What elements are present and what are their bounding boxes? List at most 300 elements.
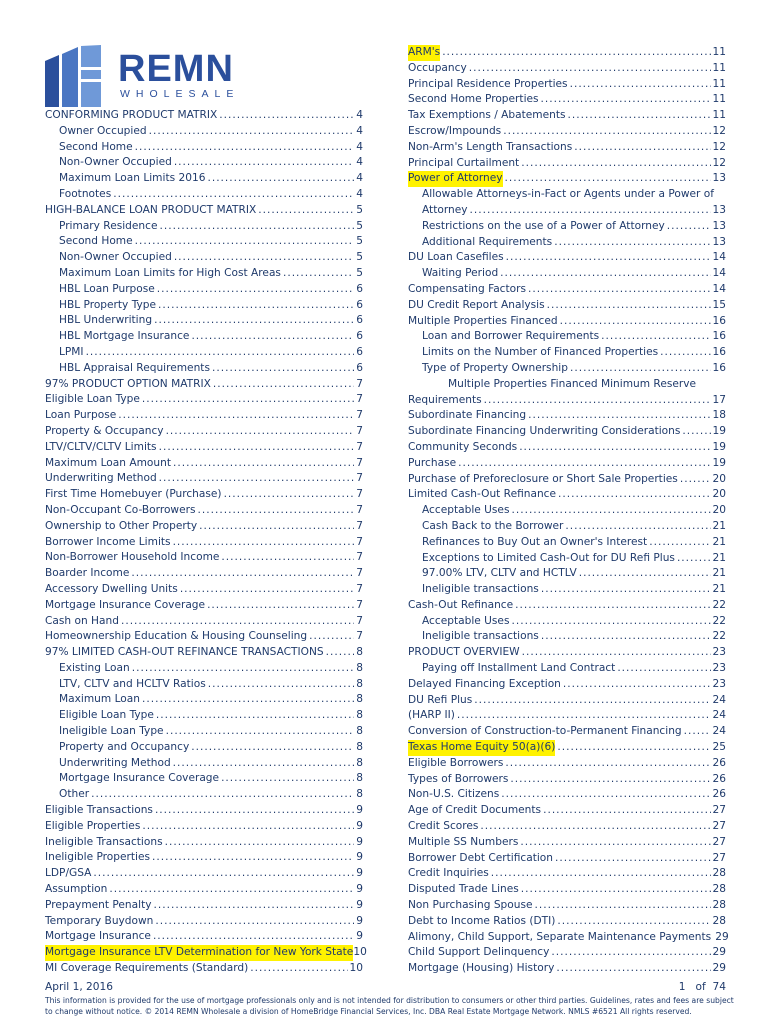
toc-entry-page: 13 xyxy=(712,203,726,216)
toc-entry-title: Ownership to Other Property xyxy=(45,519,198,532)
toc-leader-dots xyxy=(520,835,710,851)
toc-leader-dots xyxy=(135,234,355,250)
toc-leader-dots xyxy=(510,772,710,788)
toc-entry[interactable] xyxy=(45,692,363,708)
toc-entry[interactable] xyxy=(45,629,363,645)
toc-entry-title: Loan Purpose xyxy=(45,409,117,422)
toc-entry[interactable] xyxy=(408,424,726,440)
toc-entry-title: Conversion of Construction-to-Permanent Financing xyxy=(408,725,682,738)
toc-entry[interactable] xyxy=(45,803,363,819)
toc-leader-dots xyxy=(551,945,710,961)
toc-leader-dots xyxy=(649,535,710,551)
toc-entry-title: Accessory Dwelling Units xyxy=(45,582,178,595)
toc-entry[interactable] xyxy=(408,519,726,535)
toc-entry[interactable] xyxy=(45,124,363,140)
toc-leader-dots xyxy=(166,724,355,740)
toc-entry-title: Multiple Properties Financed xyxy=(408,314,558,327)
toc-leader-dots xyxy=(207,598,354,614)
toc-leader-dots xyxy=(91,787,354,803)
toc-entry-title: Principal Curtailment xyxy=(408,156,520,169)
toc-leader-dots xyxy=(155,914,354,930)
toc-entry[interactable] xyxy=(408,266,726,282)
toc-entry-title: HBL Property Type xyxy=(59,298,157,311)
toc-leader-dots xyxy=(547,298,711,314)
toc-entry-page: 24 xyxy=(712,709,726,722)
toc-leader-dots xyxy=(480,819,710,835)
toc-entry[interactable] xyxy=(408,92,726,108)
toc-entry-page: 7 xyxy=(356,503,363,516)
toc-leader-dots xyxy=(560,314,711,330)
toc-entry[interactable] xyxy=(45,250,363,266)
toc-entry-title: Limited Cash-Out Refinance xyxy=(408,488,557,501)
toc-entry[interactable] xyxy=(408,629,726,645)
toc-entry-page: 20 xyxy=(712,472,726,485)
toc-entry-page: 11 xyxy=(712,61,726,74)
toc-entry[interactable] xyxy=(408,124,726,140)
toc-leader-dots xyxy=(601,329,710,345)
toc-entry[interactable] xyxy=(408,187,726,203)
toc-entry-page: 5 xyxy=(356,203,363,216)
toc-entry[interactable] xyxy=(408,140,726,156)
toc-entry[interactable] xyxy=(45,298,363,314)
toc-entry-title: Power of Attorney xyxy=(408,171,503,187)
toc-leader-dots xyxy=(142,819,354,835)
toc-entry[interactable] xyxy=(45,471,363,487)
toc-entry[interactable] xyxy=(408,787,726,803)
toc-entry[interactable] xyxy=(408,677,726,693)
toc-entry[interactable] xyxy=(45,408,363,424)
toc-entry-page: 8 xyxy=(356,756,363,769)
toc-leader-dots xyxy=(511,614,710,630)
toc-entry-title: LTV, CLTV and HCLTV Ratios xyxy=(59,677,206,690)
toc-entry-page: 28 xyxy=(712,899,726,912)
toc-entry-page: 8 xyxy=(356,661,363,674)
toc-entry[interactable] xyxy=(45,835,363,851)
toc-leader-dots xyxy=(191,329,354,345)
toc-entry[interactable] xyxy=(45,456,363,472)
toc-entry-title: Ineligible Properties xyxy=(45,851,151,864)
toc-entry[interactable] xyxy=(408,693,726,709)
toc-entry[interactable] xyxy=(408,756,726,772)
toc-entry-title: Mortgage Insurance xyxy=(45,930,151,943)
toc-entry[interactable] xyxy=(45,377,363,393)
toc-leader-dots xyxy=(541,92,711,108)
toc-leader-dots xyxy=(491,866,711,882)
toc-entry-title: Disputed Trade Lines xyxy=(408,883,519,896)
toc-entry[interactable] xyxy=(408,203,726,219)
toc-entry[interactable] xyxy=(408,393,726,409)
toc-entry[interactable] xyxy=(45,424,363,440)
toc-entry[interactable] xyxy=(45,361,363,377)
toc-entry-title: Community Seconds xyxy=(408,440,518,453)
toc-entry[interactable] xyxy=(45,850,363,866)
toc-entry[interactable] xyxy=(45,171,363,187)
toc-entry-title: Mortgage Insurance LTV Determination for New York State xyxy=(45,945,353,961)
toc-entry-page: 25 xyxy=(712,741,726,754)
toc-entry[interactable] xyxy=(408,582,726,598)
toc-entry-page: 9 xyxy=(356,835,363,848)
toc-entry[interactable] xyxy=(45,866,363,882)
toc-entry-page: 8 xyxy=(356,740,363,753)
toc-entry-page: 13 xyxy=(712,172,726,185)
toc-entry[interactable] xyxy=(408,930,729,946)
toc-entry-page: 16 xyxy=(712,330,726,343)
toc-entry[interactable] xyxy=(408,851,726,867)
toc-entry-page: 5 xyxy=(356,235,363,248)
toc-entry-page: 21 xyxy=(712,583,726,596)
toc-entry-page: 7 xyxy=(356,582,363,595)
toc-entry-page: 14 xyxy=(712,251,726,264)
toc-entry-title: 97.00% LTV, CLTV and HCTLV xyxy=(422,567,577,580)
toc-leader-dots xyxy=(159,440,355,456)
toc-entry-title: Property and Occupancy xyxy=(59,740,190,753)
toc-entry[interactable] xyxy=(45,819,363,835)
toc-entry[interactable] xyxy=(45,440,363,456)
toc-entry-page: 7 xyxy=(356,456,363,469)
toc-entry[interactable] xyxy=(45,708,363,724)
toc-entry-page: 29 xyxy=(712,946,726,959)
toc-entry-title: HIGH-BALANCE LOAN PRODUCT MATRIX xyxy=(45,203,257,216)
toc-entry[interactable] xyxy=(408,472,726,488)
toc-leader-dots xyxy=(166,424,355,440)
toc-entry[interactable] xyxy=(45,313,363,329)
toc-entry[interactable] xyxy=(408,772,726,788)
brand-name: REMN xyxy=(118,48,234,90)
toc-entry[interactable] xyxy=(45,898,363,914)
toc-entry-title: Ineligible transactions xyxy=(422,630,539,643)
toc-leader-dots xyxy=(617,661,710,677)
toc-leader-dots xyxy=(158,298,354,314)
toc-leader-dots xyxy=(574,140,710,156)
toc-entry-title: Non-Owner Occupied xyxy=(59,156,172,169)
toc-entry-title: Eligible Loan Type xyxy=(45,393,140,406)
toc-entry-title: Restrictions on the use of a Power of Attorney xyxy=(422,219,665,232)
toc-entry-page: 4 xyxy=(356,109,363,121)
toc-entry[interactable] xyxy=(45,519,363,535)
toc-entry[interactable] xyxy=(408,898,726,914)
toc-entry[interactable] xyxy=(408,503,726,519)
toc-entry-page: 7 xyxy=(356,614,363,627)
toc-leader-dots xyxy=(684,724,711,740)
toc-entry[interactable] xyxy=(408,456,726,472)
toc-leader-dots xyxy=(528,282,711,298)
toc-entry[interactable] xyxy=(45,614,363,630)
toc-entry-page: 7 xyxy=(356,630,363,643)
toc-entry[interactable] xyxy=(45,155,363,171)
toc-entry-page: 23 xyxy=(712,677,726,690)
toc-entry-title: Credit Scores xyxy=(408,820,479,833)
toc-entry[interactable] xyxy=(408,882,726,898)
toc-entry-title: Prepayment Penalty xyxy=(45,898,152,911)
toc-entry[interactable] xyxy=(45,661,363,677)
toc-entry[interactable] xyxy=(408,171,726,187)
toc-entry[interactable] xyxy=(408,45,726,61)
toc-leader-dots xyxy=(212,361,354,377)
toc-entry-title: Eligible Borrowers xyxy=(408,756,504,769)
toc-left-column xyxy=(45,108,367,977)
toc-entry[interactable] xyxy=(45,566,363,582)
toc-leader-dots xyxy=(682,424,710,440)
toc-entry[interactable] xyxy=(408,282,726,298)
toc-entry[interactable] xyxy=(408,566,726,582)
toc-entry-title: DU Loan Casefiles xyxy=(408,251,504,264)
toc-leader-dots xyxy=(680,472,711,488)
toc-leader-dots xyxy=(118,408,354,424)
toc-entry-page: 12 xyxy=(712,140,726,153)
toc-entry[interactable] xyxy=(45,914,363,930)
toc-entry-title: Refinances to Buy Out an Owner's Interest xyxy=(422,535,648,548)
toc-entry-page: 19 xyxy=(712,425,726,438)
toc-entry-title: ARM's xyxy=(408,45,440,61)
toc-entry-page: 21 xyxy=(712,519,726,532)
toc-entry[interactable] xyxy=(45,392,363,408)
toc-entry-title: DU Credit Report Analysis xyxy=(408,298,545,311)
toc-leader-dots xyxy=(213,377,354,393)
toc-entry-page: 26 xyxy=(712,772,726,785)
toc-entry-page: 11 xyxy=(712,77,726,90)
toc-entry-title: Non-Arm's Length Transactions xyxy=(408,140,573,153)
toc-entry-title: Non Purchasing Spouse xyxy=(408,899,533,912)
toc-entry[interactable] xyxy=(408,77,726,93)
toc-entry[interactable] xyxy=(408,377,726,393)
toc-entry[interactable] xyxy=(408,361,726,377)
toc-entry[interactable] xyxy=(45,756,363,772)
toc-entry-page: 28 xyxy=(712,867,726,880)
toc-entry[interactable] xyxy=(45,582,363,598)
toc-entry[interactable] xyxy=(45,740,363,756)
toc-entry-page: 4 xyxy=(356,172,363,185)
toc-entry-page: 5 xyxy=(356,266,363,279)
page-footer xyxy=(45,981,726,993)
toc-entry-title: Underwriting Method xyxy=(45,472,157,485)
toc-entry-page: 28 xyxy=(712,914,726,927)
toc-entry[interactable] xyxy=(45,787,363,803)
toc-entry[interactable] xyxy=(408,914,726,930)
toc-entry[interactable] xyxy=(408,961,726,977)
toc-leader-dots xyxy=(121,614,354,630)
toc-entry-title: Credit Inquiries xyxy=(408,867,489,880)
toc-entry[interactable] xyxy=(408,535,726,551)
toc-entry-page: 9 xyxy=(356,819,363,832)
toc-entry[interactable] xyxy=(408,487,726,503)
toc-entry-title: Limits on the Number of Financed Properties xyxy=(422,346,659,359)
toc-entry[interactable] xyxy=(408,408,726,424)
toc-entry[interactable] xyxy=(45,487,363,503)
toc-entry-title: Mortgage Insurance Coverage xyxy=(45,598,206,611)
toc-entry-title: Underwriting Method xyxy=(59,756,171,769)
toc-entry-title: Compensating Factors xyxy=(408,282,527,295)
toc-entry-page: 9 xyxy=(356,851,363,864)
toc-leader-dots xyxy=(469,61,711,77)
toc-entry[interactable] xyxy=(45,929,363,945)
toc-entry[interactable] xyxy=(408,661,726,677)
toc-leader-dots xyxy=(154,898,355,914)
toc-entry[interactable] xyxy=(408,945,726,961)
toc-entry-page: 11 xyxy=(712,46,726,58)
toc-entry-page: 10 xyxy=(349,962,363,975)
page-indicator xyxy=(679,981,726,993)
toc-leader-dots xyxy=(557,740,710,756)
toc-entry[interactable] xyxy=(45,645,363,661)
toc-entry[interactable] xyxy=(45,945,367,961)
toc-entry[interactable] xyxy=(45,598,363,614)
toc-leader-dots xyxy=(535,898,711,914)
toc-entry[interactable] xyxy=(45,329,363,345)
toc-entry-page: 21 xyxy=(712,535,726,548)
toc-leader-dots xyxy=(677,551,711,567)
toc-entry[interactable] xyxy=(45,282,363,298)
toc-entry[interactable] xyxy=(408,598,726,614)
footer-date: April 1, 2016 xyxy=(45,981,114,993)
toc-entry-page: 9 xyxy=(356,867,363,880)
toc-entry-page: 6 xyxy=(356,361,363,374)
toc-entry-title: Borrower Income Limits xyxy=(45,535,171,548)
toc-entry-page: 22 xyxy=(712,630,726,643)
toc-entry[interactable] xyxy=(45,535,363,551)
toc-leader-dots xyxy=(521,882,711,898)
toc-entry-title: Non-Borrower Household Income xyxy=(45,551,220,564)
toc-entry[interactable] xyxy=(45,108,363,124)
toc-entry[interactable] xyxy=(408,835,726,851)
toc-entry-page: 26 xyxy=(712,756,726,769)
toc-entry-title: Loan and Borrower Requirements xyxy=(422,330,600,343)
toc-entry[interactable] xyxy=(408,440,726,456)
toc-entry[interactable] xyxy=(45,503,363,519)
toc-leader-dots xyxy=(528,408,710,424)
toc-entry-title: Exceptions to Limited Cash-Out for DU Refi Plus xyxy=(422,551,675,564)
toc-entry[interactable] xyxy=(408,724,726,740)
toc-entry[interactable] xyxy=(45,771,363,787)
toc-leader-dots xyxy=(506,250,711,266)
toc-entry-title: Principal Residence Properties xyxy=(408,77,568,90)
toc-entry-title: 97% PRODUCT OPTION MATRIX xyxy=(45,377,211,390)
toc-entry-title: Primary Residence xyxy=(59,219,158,232)
toc-entry-page: 12 xyxy=(712,156,726,169)
toc-entry-page: 29 xyxy=(715,930,729,943)
toc-entry-page: 4 xyxy=(356,156,363,169)
toc-entry[interactable] xyxy=(408,708,726,724)
toc-leader-dots xyxy=(458,456,710,472)
toc-entry-title: Ineligible transactions xyxy=(422,583,539,596)
toc-entry[interactable] xyxy=(45,140,363,156)
toc-entry-title: Eligible Transactions xyxy=(45,804,153,817)
toc-entry[interactable] xyxy=(45,961,363,977)
toc-entry-title: Footnotes xyxy=(59,187,112,200)
toc-entry[interactable] xyxy=(408,819,726,835)
toc-entry-title: Maximum Loan Limits 2016 xyxy=(59,172,206,185)
toc-entry-page: 7 xyxy=(356,598,363,611)
toc-entry-page: 13 xyxy=(712,219,726,232)
toc-entry[interactable] xyxy=(408,250,726,266)
toc-entry[interactable] xyxy=(45,203,363,219)
toc-entry[interactable] xyxy=(408,803,726,819)
toc-leader-dots xyxy=(541,582,711,598)
toc-leader-dots xyxy=(470,203,711,219)
toc-entry-page: 10 xyxy=(353,946,367,959)
toc-entry-title: Ineligible Transactions xyxy=(45,835,163,848)
toc-leader-dots xyxy=(180,582,354,598)
toc-entry-title: Cash on Hand xyxy=(45,614,119,627)
toc-entry-page: 22 xyxy=(712,598,726,611)
toc-leader-dots xyxy=(457,708,711,724)
brand-subtitle: WHOLESALE xyxy=(120,88,240,100)
toc-entry-title: Assumption xyxy=(45,883,108,896)
toc-entry-title: Second Home Properties xyxy=(408,93,539,106)
toc-entry[interactable] xyxy=(408,298,726,314)
toc-entry-page: 8 xyxy=(356,646,363,659)
toc-leader-dots xyxy=(579,566,711,582)
toc-entry-title: Eligible Loan Type xyxy=(59,709,154,722)
toc-entry-page: 17 xyxy=(712,393,726,406)
toc-leader-dots xyxy=(309,629,354,645)
toc-entry[interactable] xyxy=(408,314,726,330)
toc-entry[interactable] xyxy=(45,724,363,740)
toc-leader-dots xyxy=(543,803,710,819)
toc-leader-dots xyxy=(208,677,355,693)
toc-entry-page: 7 xyxy=(356,424,363,437)
toc-entry-page: 21 xyxy=(712,567,726,580)
toc-leader-dots xyxy=(173,456,354,472)
toc-entry-title: Alimony, Child Support, Separate Maintenance Payments xyxy=(408,930,712,943)
toc-leader-dots xyxy=(132,661,355,677)
toc-entry-page: 6 xyxy=(356,298,363,311)
toc-entry[interactable] xyxy=(408,345,726,361)
toc-entry[interactable] xyxy=(45,677,363,693)
toc-entry[interactable] xyxy=(45,234,363,250)
toc-entry[interactable] xyxy=(408,645,726,661)
toc-leader-dots xyxy=(556,961,710,977)
toc-entry[interactable] xyxy=(408,219,726,235)
toc-leader-dots xyxy=(221,550,354,566)
toc-leader-dots xyxy=(93,866,354,882)
toc-entry[interactable] xyxy=(408,235,726,251)
toc-leader-dots xyxy=(199,519,354,535)
toc-entry-title: LTV/CLTV/CLTV Limits xyxy=(45,440,157,453)
toc-entry[interactable] xyxy=(45,266,363,282)
toc-entry[interactable] xyxy=(45,219,363,235)
toc-entry-title: Subordinate Financing xyxy=(408,409,527,422)
toc-entry[interactable] xyxy=(408,614,726,630)
toc-entry-page: 8 xyxy=(356,709,363,722)
toc-leader-dots xyxy=(505,756,710,772)
toc-entry[interactable] xyxy=(408,156,726,172)
toc-entry[interactable] xyxy=(408,329,726,345)
toc-entry-page: 12 xyxy=(712,124,726,137)
toc-entry[interactable] xyxy=(45,550,363,566)
toc-entry-title: Cash-Out Refinance xyxy=(408,598,514,611)
toc-entry[interactable] xyxy=(408,740,726,756)
toc-entry-page: 7 xyxy=(356,393,363,406)
toc-entry[interactable] xyxy=(45,187,363,203)
toc-entry-page: 9 xyxy=(356,914,363,927)
toc-entry-title: Borrower Debt Certification xyxy=(408,851,553,864)
toc-entry-page: 4 xyxy=(356,140,363,153)
toc-entry[interactable] xyxy=(408,61,726,77)
toc-entry[interactable] xyxy=(408,866,726,882)
toc-entry[interactable] xyxy=(408,108,726,124)
toc-entry-title: Cash Back to the Borrower xyxy=(422,519,564,532)
toc-leader-dots xyxy=(174,155,354,171)
toc-entry-page: 7 xyxy=(356,551,363,564)
toc-entry-title: Temporary Buydown xyxy=(45,914,154,927)
toc-entry-page: 9 xyxy=(356,930,363,943)
toc-leader-dots xyxy=(511,503,710,519)
toc-entry[interactable] xyxy=(45,345,363,361)
toc-entry-page: 27 xyxy=(712,851,726,864)
toc-entry[interactable] xyxy=(408,551,726,567)
toc-entry[interactable] xyxy=(45,882,363,898)
toc-entry-page: 11 xyxy=(712,109,726,122)
